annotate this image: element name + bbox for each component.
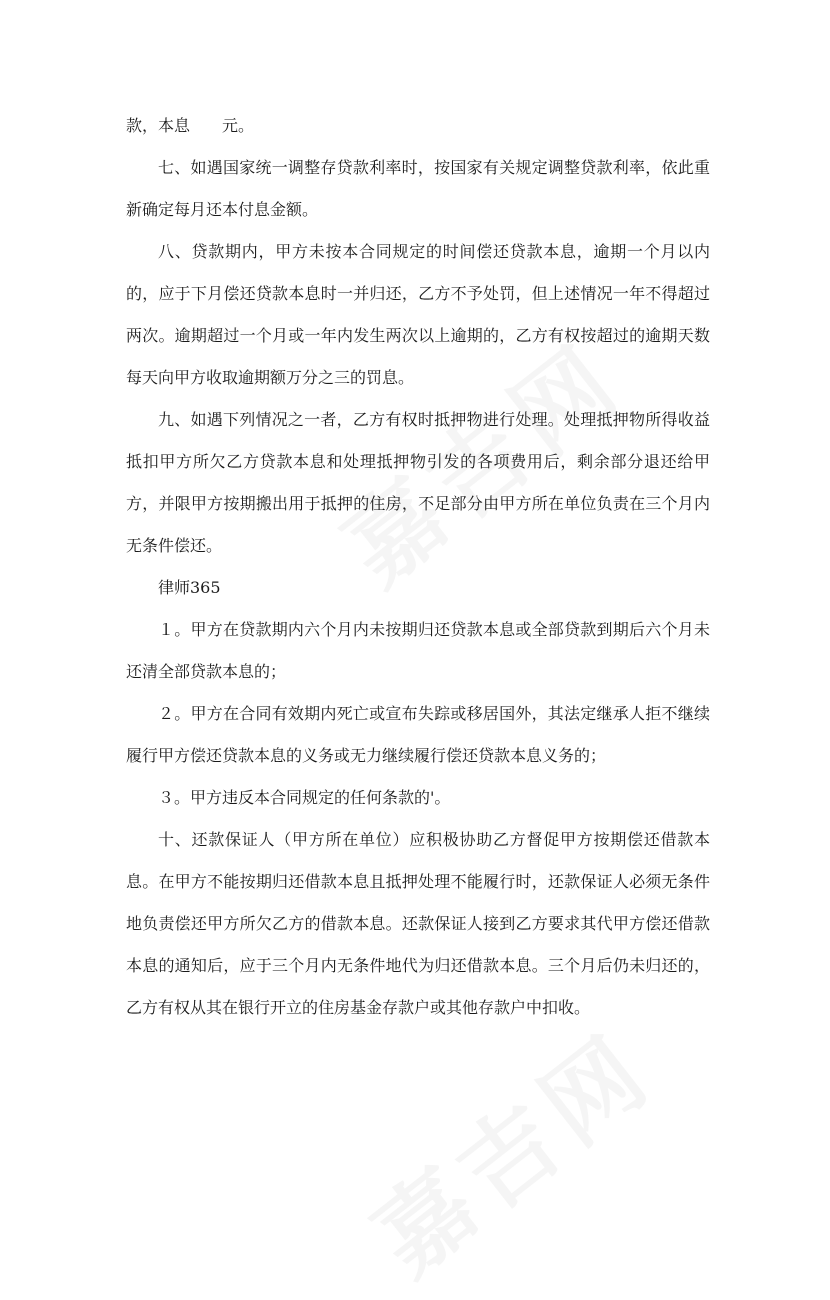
clause-eight: 八、贷款期内，甲方未按本合同规定的时间偿还贷款本息，逾期一个月以内的，应于下月偿还贷款本息时一并归还，乙方不予处罚，但上述情况一年不得超过两次。逾期超过一个月或一年内发生两次以上逾期的，乙方有权按超过的逾期天数每天向甲方收取逾期额万分之三的罚息。 — [126, 242, 710, 387]
document-body — [126, 105, 710, 1029]
clause-seven: 七、如遇国家统一调整存贷款利率时，按国家有关规定调整贷款利率，依此重新确定每月还本付息金额。 — [126, 158, 710, 219]
sub-item-3: ３。甲方违反本合同规定的任何条款的'。 — [158, 788, 451, 807]
clause-nine: 九、如遇下列情况之一者，乙方有权时抵押物进行处理。处理抵押物所得收益抵扣甲方所欠乙方贷款本息和处理抵押物引发的各项费用后，剩余部分退还给甲方，并限甲方按期搬出用于抵押的住房，不足部分由甲方所在单位负责在三个月内无条件偿还。 — [126, 410, 710, 555]
source-label: 律师365 — [158, 578, 221, 597]
watermark — [342, 997, 677, 1300]
sub-item-1: １。甲方在贷款期内六个月内未按期归还贷款本息或全部贷款到期后六个月未还清全部贷款本息的； — [126, 620, 710, 681]
paragraph-continuation: 款，本息 元。 — [126, 116, 255, 135]
sub-item-2: ２。甲方在合同有效期内死亡或宣布失踪或移居国外，其法定继承人拒不继续履行甲方偿还贷款本息的义务或无力继续履行偿还贷款本息义务的； — [126, 704, 710, 765]
clause-ten: 十、还款保证人（甲方所在单位）应积极协助乙方督促甲方按期偿还借款本息。在甲方不能按期归还借款本息且抵押处理不能履行时，还款保证人必须无条件地负责偿还甲方所欠乙方的借款本息。还款保证人接到乙方要求其代甲方偿还借款本息的通知后，应于三个月内无条件地代为归还借款本息。三个月后仍未归还的，乙方有权从其在银行开立的住房基金存款户或其他存款户中扣收。 — [126, 830, 710, 1017]
